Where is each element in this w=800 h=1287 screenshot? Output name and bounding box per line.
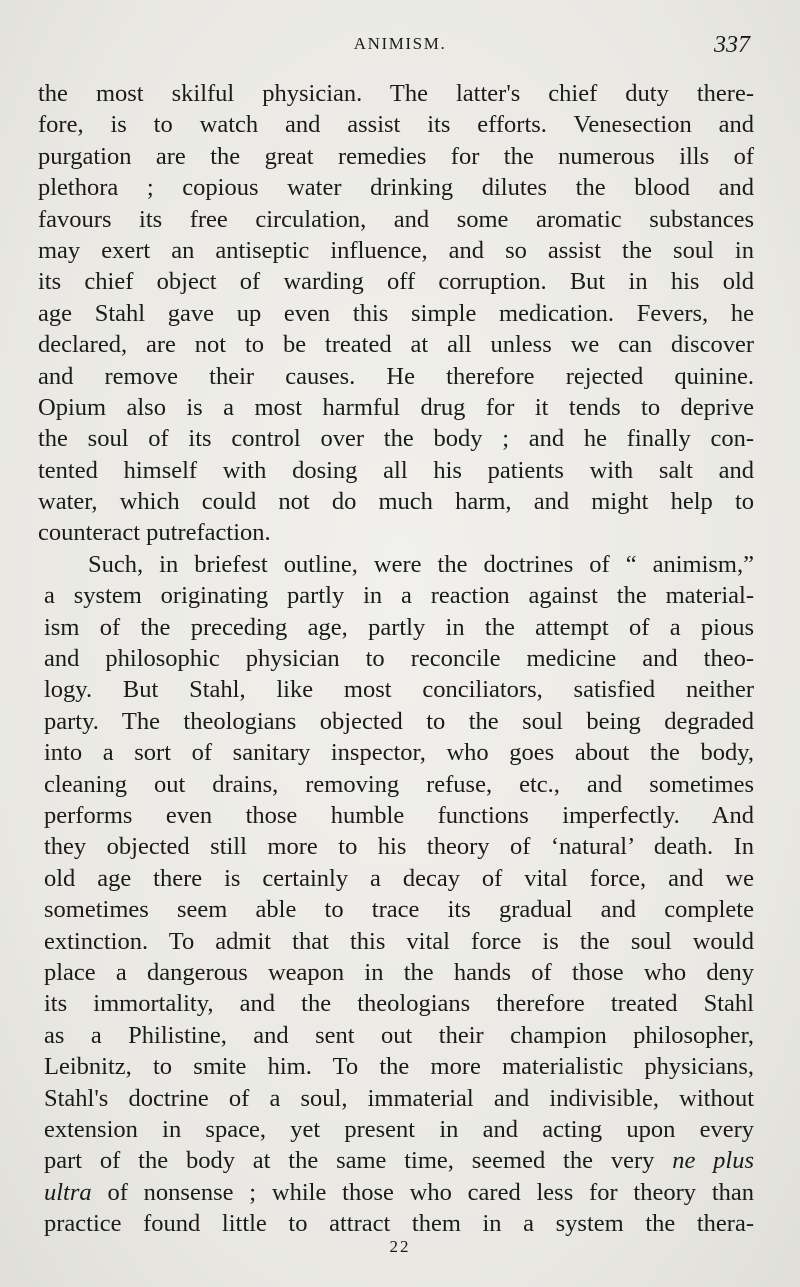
text-line: a system originating partly in a reaction against the material- — [44, 582, 754, 610]
text-line: ism of the preceding age, partly in the attempt of a pious — [44, 613, 754, 641]
text-line: and philosophic physician to reconcile medicine and theo- — [44, 645, 754, 673]
text-line: counteract putrefaction. — [38, 519, 271, 547]
text-line-with-italic — [44, 1145, 754, 1176]
chapter-title: ANIMISM. — [353, 34, 447, 53]
paragraph-1 — [38, 78, 754, 549]
text-line: and remove their causes. He therefore rejected quinine. — [38, 362, 754, 390]
text-line: tented himself with dosing all his patients with salt and — [38, 456, 754, 484]
text-line: extinction. To admit that this vital force is the soul would — [44, 927, 754, 955]
text-line: declared, are not to be treated at all unless we can discover — [38, 331, 754, 359]
text-line: party. The theologians objected to the soul being degraded — [44, 707, 754, 735]
text-line: sometimes seem able to trace its gradual and complete — [44, 896, 754, 924]
text-line: Stahl's doctrine of a soul, immaterial and indivisible, without — [44, 1084, 754, 1112]
text-line: old age there is certainly a decay of vital force, and we — [44, 864, 754, 892]
text-line: Leibnitz, to smite him. To the more materialistic physicians, — [44, 1053, 754, 1081]
text-line: favours its free circulation, and some aromatic substances — [38, 205, 754, 233]
text-line: into a sort of sanitary inspector, who goes about the body, — [44, 739, 754, 767]
text-line: the soul of its control over the body ; and he finally con- — [38, 425, 754, 453]
italic-phrase: ultra — [44, 1178, 92, 1206]
text-line: its immortality, and the theologians therefore treated Stahl — [44, 990, 754, 1018]
text-line-with-italic — [44, 1177, 754, 1208]
text-line: performs even those humble functions imperfectly. And — [44, 801, 754, 829]
text-line: may exert an antiseptic influence, and so assist the soul in — [38, 236, 754, 264]
paragraph-2 — [38, 549, 754, 1240]
text-line: the most skilful physician. The latter's chief duty there- — [38, 80, 754, 107]
text-segment: of nonsense ; while those who cared less for theory than — [107, 1178, 754, 1206]
text-line: logy. But Stahl, like most conciliators, satisfied neither — [44, 676, 754, 704]
page-number: 337 — [714, 32, 750, 58]
text-line: practice found little to attract them in a system the thera- — [44, 1210, 754, 1238]
body-text — [38, 78, 754, 1239]
italic-phrase: ne plus — [672, 1147, 754, 1175]
text-line: purgation are the great remedies for the numerous ills of — [38, 142, 754, 170]
text-line: age Stahl gave up even this simple medication. Fevers, he — [38, 299, 754, 327]
text-line: fore, is to watch and assist its efforts. Venesection and — [38, 111, 754, 139]
text-line: water, which could not do much harm, and might help to — [38, 488, 754, 516]
text-segment: part of the body at the same time, seemed the very — [44, 1147, 655, 1175]
text-line: extension in space, yet present in and acting upon every — [44, 1115, 754, 1143]
text-line: Opium also is a most harmful drug for it tends to deprive — [38, 393, 754, 421]
text-line: they objected still more to his theory of ‘natural’ death. In — [44, 833, 754, 861]
text-line: Such, in briefest outline, were the doctrines of “ animism,” — [88, 550, 754, 578]
text-line: as a Philistine, and sent out their champion philosopher, — [44, 1021, 754, 1049]
text-line: its chief object of warding off corruption. But in his old — [38, 268, 754, 296]
text-line: plethora ; copious water drinking dilutes the blood and — [38, 174, 754, 202]
signature-mark: 22 — [389, 1237, 411, 1256]
running-head — [0, 30, 800, 64]
text-line: cleaning out drains, removing refuse, etc., and sometimes — [44, 770, 754, 798]
text-line: place a dangerous weapon in the hands of those who deny — [44, 958, 754, 986]
